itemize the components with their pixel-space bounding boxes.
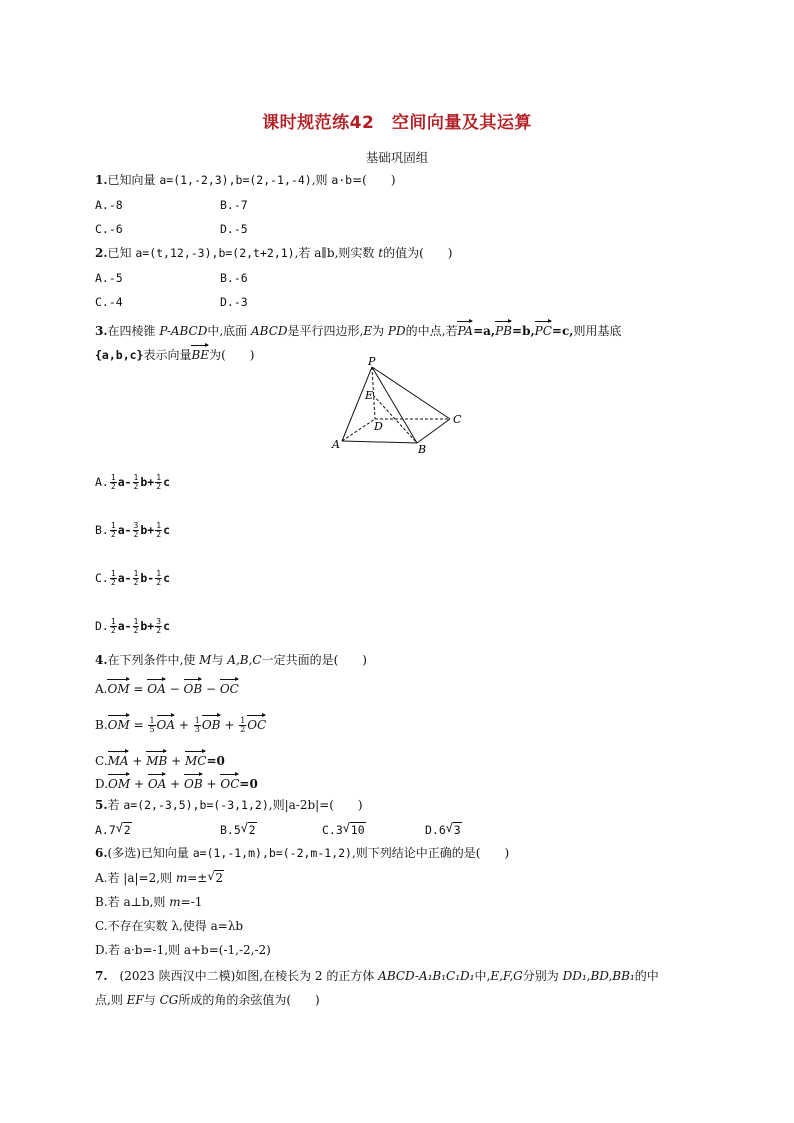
stem-text: 所成的角的余弦值为( ) [178,993,320,1007]
denominator: 2 [110,482,116,491]
numerator: 1 [110,521,116,530]
edge-pc [372,367,450,419]
stem-math: a=(1,-2,3),b=(2,-1,-4) [159,173,312,187]
fraction [133,522,140,539]
stem-variable: P-ABCD [159,324,208,338]
numerator: 1 [240,716,246,725]
option-b: B.-6 [220,271,248,285]
zero-vector: =0 [239,777,258,791]
option-a: A.-8 [95,198,123,212]
term: a- [117,571,132,585]
stem-variable: ABCD-A₁B₁C₁D₁ [378,969,475,983]
option-label: D. [95,619,109,633]
numerator: 3 [133,521,139,530]
option-d [95,771,258,792]
denominator: 2 [133,530,139,539]
option-label: B. [95,718,108,732]
stem-text: 的中 [634,969,659,983]
option-c: C.不存在实数 λ,使得 a=λb [95,919,244,933]
label-p: P [368,355,376,368]
term: a- [117,619,132,633]
denominator: 2 [110,626,116,635]
vector-pb: PB [495,318,512,339]
term: c [163,475,170,489]
stem-variable: E,F,G [490,969,523,983]
stem-text: 与 [211,653,228,667]
question-number: 4. [95,653,108,667]
question-number: 1. [95,173,108,187]
option-label: D. [95,777,109,791]
radicand: 2 [215,871,223,885]
option-c [95,570,170,587]
label-b: B [418,443,427,456]
fraction [110,522,117,539]
fraction [110,618,117,635]
vector-oc: OC [247,712,266,733]
stem-variable: A,B,C [227,653,262,667]
stem-text: 点,则 [95,993,127,1007]
option-d [95,618,170,635]
fraction [110,570,117,587]
vector-ob: OB [184,676,203,697]
denominator: 5 [149,725,155,734]
option-b [95,894,202,910]
fraction [133,618,140,635]
numerator: 1 [156,521,162,530]
stem-variable: CG [159,993,179,1007]
option-a [95,676,239,697]
stem-text: 为 [372,324,388,338]
fraction [155,570,162,587]
stem-variable: E [363,324,373,338]
numerator: 1 [133,473,139,482]
stem-variable: PD [387,324,406,338]
option-d: D.-3 [220,295,248,309]
stem-math: =b, [512,324,535,338]
stem-math: =a, [473,324,496,338]
stem-text: (多选)已知向量 [107,846,193,860]
stem-variable: M [199,653,212,667]
stem-variable: DD₁,BD,BB₁ [562,969,635,983]
option-label: A. [95,682,108,696]
option-b: B.-7 [220,198,248,212]
question-3-stem-line-1 [95,318,621,339]
stem-text: 若 [107,798,124,812]
label-a: A [332,438,340,451]
question-7-stem-line-1 [95,968,659,984]
option-b [95,522,170,539]
option-c [95,748,225,769]
term: c [163,523,170,537]
question-3-stem-line-2 [95,342,254,363]
stem-text: (2023 陕西汉中二模)如图,在棱长为 2 的正方体 [107,969,379,983]
option-d: D.-5 [220,222,248,236]
stem-text: 中,底面 [207,324,251,338]
stem-variable: EF [126,993,144,1007]
vector-be: BE [191,342,209,363]
stem-text: 的中点,若 [405,324,458,338]
option-text: =-1 [180,895,203,909]
numerator: 1 [110,617,116,626]
stem-text: 在四棱锥 [107,324,160,338]
denominator: 2 [133,482,139,491]
option-label: B.5 [220,823,241,837]
fraction [155,474,162,491]
option-a [95,870,224,886]
denominator: 2 [156,530,162,539]
radicand: 10 [350,823,365,837]
denominator: 3 [194,725,200,734]
stem-text: 分别为 [522,969,563,983]
sqrt: √ 2 [207,869,223,885]
numerator: 1 [149,716,155,725]
denominator: 2 [156,482,162,491]
vector-oa: OA [157,712,176,733]
label-c: C [453,413,462,426]
vector-oc: OC [220,771,239,792]
fraction [194,717,201,734]
question-number: 7. [95,969,108,983]
stem-text: 中, [474,969,491,983]
fraction [133,474,140,491]
option-c [322,822,366,838]
question-7-stem-line-2 [95,992,320,1008]
stem-text: 为( ) [209,348,255,362]
numerator: 1 [110,473,116,482]
option-label: B. [95,523,109,537]
pyramid-figure [325,355,475,459]
stem-text: ,则下列结论中正确的是( ) [351,846,510,860]
option-b [220,822,257,838]
question-number: 2. [95,246,108,260]
term: b+ [140,523,155,537]
vector-oa: OA [147,676,166,697]
fraction [110,474,117,491]
edge-pa [342,367,372,441]
option-label: C. [95,754,108,768]
stem-text: 一定共面的是( ) [261,653,367,667]
radicand: 2 [123,823,131,837]
stem-variable: m [169,895,181,909]
question-6-stem [95,845,509,861]
question-4-stem [95,652,367,668]
stem-text: 则用基底 [573,324,622,338]
denominator: 2 [110,578,116,587]
stem-variable: t [378,246,384,260]
denominator: 2 [240,725,246,734]
fraction [239,717,246,734]
operator: = [129,682,148,696]
operator: + [167,754,186,768]
operator: + [175,718,193,732]
denominator: 2 [110,530,116,539]
operator: − [165,682,184,696]
vector-ob: OB [202,712,221,733]
vector-ob: OB [184,771,203,792]
term: b+ [140,619,155,633]
numerator: 1 [194,716,200,725]
vector-mb: MB [146,748,167,769]
option-a: A.-5 [95,271,123,285]
vector-mc: MC [185,748,206,769]
stem-text: 表示向量 [143,348,192,362]
stem-math: a=(1,-1,m),b=(-2,m-1,2) [192,846,352,860]
question-5-stem [95,797,363,813]
vector-om: OM [108,771,130,792]
sqrt: √ 3 [445,821,461,837]
stem-text: 在下列条件中,使 [107,653,200,667]
stem-text: 已知 [107,246,136,260]
fraction [155,618,162,635]
question-number: 3. [95,324,108,338]
denominator: 2 [156,578,162,587]
stem-math: =c, [551,324,574,338]
question-number: 5. [95,798,108,812]
option-label: C. [95,571,109,585]
option-text: B.若 a⊥b,则 [95,895,170,909]
numerator: 1 [110,569,116,578]
option-b [95,712,266,734]
term: a- [117,523,132,537]
denominator: 2 [156,626,162,635]
stem-text: ,若 a∥b,则实数 [294,246,379,260]
stem-text: ,则 [311,173,332,187]
question-2-stem [95,245,452,261]
term: b- [140,571,155,585]
stem-variable: ABCD [250,324,288,338]
option-c: C.-4 [95,295,123,309]
term: c [163,571,170,585]
option-label: A. [95,475,109,489]
operator: − [202,682,220,696]
zero-vector: =0 [206,754,225,768]
stem-text: ,则|a-2b|=( ) [268,798,363,812]
term: a- [117,475,132,489]
operator: + [166,777,185,791]
stem-math: a=(2,-3,5),b=(-3,1,2) [123,798,269,812]
stem-text: =( ) [352,173,396,187]
stem-variable: m [175,871,188,885]
operator: + [130,777,148,791]
numerator: 1 [156,569,162,578]
question-number: 6. [95,846,108,860]
sqrt: √ 10 [342,821,365,837]
radicand: 2 [248,823,256,837]
fraction [133,570,140,587]
stem-math: a=(t,12,-3),b=(2,t+2,1) [135,246,295,260]
stem-text: 的值为( ) [383,246,453,260]
sqrt: √ 2 [240,821,256,837]
radicand: 3 [453,823,461,837]
numerator: 1 [133,617,139,626]
label-d: D [374,420,383,433]
numerator: 3 [156,617,162,626]
page-title: 课时规范练42 空间向量及其运算 [262,113,532,133]
denominator: 2 [133,578,139,587]
vector-ma: MA [108,748,129,769]
term: c [163,619,170,633]
option-a [95,474,170,491]
option-text: A.若 |a|=2,则 [95,871,176,885]
option-label: A.7 [95,823,116,837]
option-label: C.3 [322,823,343,837]
term: b+ [140,475,155,489]
option-label: D.6 [425,823,446,837]
section-title: 基础巩固组 [365,150,429,165]
question-1-stem [95,172,396,188]
vector-om: OM [107,676,129,697]
fraction [155,522,162,539]
stem-text: 是平行四边形, [287,324,364,338]
vector-pa: PA [457,318,473,339]
vector-oc: OC [220,676,239,697]
option-d: D.若 a·b=-1,则 a+b=(-1,-2,-2) [95,943,271,957]
option-text: =± [187,871,208,885]
denominator: 2 [133,626,139,635]
numerator: 1 [156,473,162,482]
option-d [425,822,462,838]
fraction [148,717,155,734]
stem-math: a·b [331,173,353,187]
basis-set: {a,b,c} [95,348,144,362]
option-a [95,822,132,838]
vector-om: OM [108,712,130,733]
vector-oa: OA [148,771,167,792]
option-c: C.-6 [95,222,123,236]
label-e: E [365,389,374,402]
numerator: 1 [133,569,139,578]
edge-bc [417,419,450,443]
operator: + [128,754,147,768]
vector-pc: PC [535,318,552,339]
stem-text: 与 [143,993,160,1007]
edge-ab [342,441,417,443]
operator: = [129,718,148,732]
operator: + [202,777,221,791]
stem-text: 已知向量 [107,173,160,187]
operator: + [220,718,239,732]
sqrt: √ 2 [115,821,131,837]
